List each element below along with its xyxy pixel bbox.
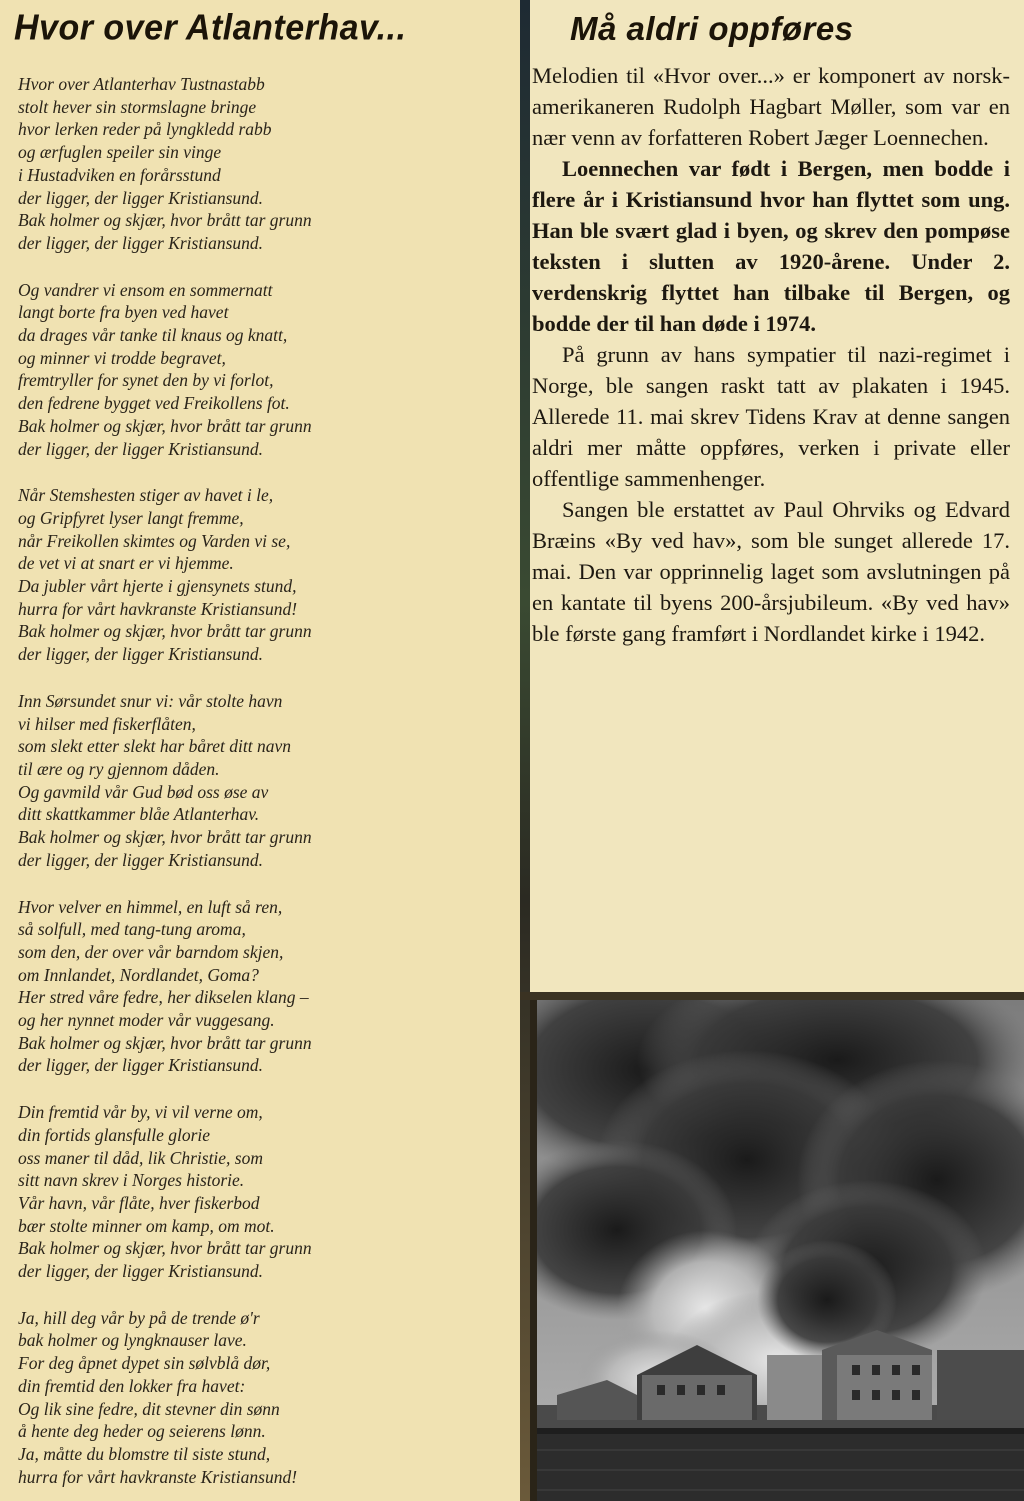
article-paragraph-1: Melodien til «Hvor over...» er komponert av norsk-amerikaneren Rudolph Hagbart Møller, som var en nær venn av forfatteren Robert Jæger Loennechen.: [532, 63, 1010, 150]
poem-verse-line: som den, der over vår barndom skjen,: [18, 941, 284, 962]
article-clipping: [530, 0, 1024, 992]
poem-title: Hvor over Atlanterhav...: [14, 8, 407, 48]
poem-verse-line: hurra for vårt havkranste Kristiansund!: [18, 598, 298, 619]
poem-verse-line: der ligger, der ligger Kristiansund.: [18, 438, 264, 459]
poem-verse-line: og Gripfyret lyser langt fremme,: [18, 507, 244, 528]
page-gutter-lower: [520, 992, 1024, 1000]
poem-verse-line: din fremtid den lokker fra havet:: [18, 1375, 246, 1396]
poem-verse-line: Ja, måtte du blomstre til siste stund,: [18, 1443, 271, 1464]
poem-verse-line: Når Stemshesten stiger av havet i le,: [18, 485, 274, 506]
page-gutter: [520, 0, 530, 1501]
poem-stanza: [18, 1307, 510, 1489]
poem-verse-line: Inn Sørsundet snur vi: vår stolte havn: [18, 690, 283, 711]
harbor-fire-photo: [537, 1000, 1024, 1501]
poem-verse-line: der ligger, der ligger Kristiansund.: [18, 1261, 264, 1282]
harbor-fire-photo-icon: [537, 1000, 1024, 1501]
poem-stanza: [18, 896, 510, 1078]
poem-verse-line: der ligger, der ligger Kristiansund.: [18, 644, 264, 665]
poem-verse-line: i Hustadviken en forårsstund: [18, 164, 221, 185]
poem-verse-line: der ligger, der ligger Kristiansund.: [18, 232, 264, 253]
poem-verse-line: din fortids glansfulle glorie: [18, 1124, 211, 1145]
article-paragraph-4: Sangen ble erstattet av Paul Ohrviks og Edvard Bræins «By ved hav», som ble sunget allerede 17. mai. Den var opprinnelig laget som avslutningen på en kantate til byens 200-årsjubileum. «By ved hav» ble første gang framført i Nordlandet kirke i 1942.: [532, 497, 1010, 646]
poem-verse-line: Bak holmer og skjær, hvor brått tar grunn: [18, 1032, 312, 1053]
poem-verse-line: Bak holmer og skjær, hvor brått tar grunn: [18, 827, 312, 848]
poem-verse-line: oss maner til dåd, lik Christie, som: [18, 1147, 264, 1168]
poem-verse-line: Din fremtid vår by, vi vil verne om,: [18, 1102, 263, 1123]
poem-verse-line: om Innlandet, Nordlandet, Goma?: [18, 964, 259, 985]
poem-verse-line: Her stred våre fedre, her dikselen klang –: [18, 987, 309, 1008]
poem-verse-line: bær stolte minner om kamp, om mot.: [18, 1215, 275, 1236]
poem-verse-line: den fedrene bygget ved Freikollens fot.: [18, 393, 290, 414]
poem-verse-line: og her nynnet moder vår vuggesang.: [18, 1010, 275, 1031]
poem-verse-line: Bak holmer og skjær, hvor brått tar grunn: [18, 1238, 312, 1259]
poem-verse-line: ditt skattkammer blåe Atlanterhav.: [18, 804, 260, 825]
poem-verse-line: og ærfuglen speiler sin vinge: [18, 142, 222, 163]
poem-verse-line: Bak holmer og skjær, hvor brått tar grunn: [18, 210, 312, 231]
poem-verse-line: Og gavmild vår Gud bød oss øse av: [18, 781, 269, 802]
poem-verse-line: og minner vi trodde begravet,: [18, 347, 226, 368]
poem-stanza: [18, 279, 510, 461]
poem-verse-line: Bak holmer og skjær, hvor brått tar grunn: [18, 415, 312, 436]
poem-verse-line: der ligger, der ligger Kristiansund.: [18, 1055, 264, 1076]
poem-verse-line: hvor lerken reder på lyngkledd rabb: [18, 119, 272, 140]
article-paragraph-2: Loennechen var født i Bergen, men bodde i flere år i Kristiansund hvor han flyttet som ung. Han ble svært glad i byen, og skrev den pompøse teksten i slutten av 1920-årene. Under 2. verdenskrig flyttet han tilbake til Bergen, og bodde der til han døde i 1974.: [532, 156, 1010, 336]
poem-verse-line: Og lik sine fedre, dit stevner din sønn: [18, 1398, 280, 1419]
poem-verse-line: Ja, hill deg vår by på de trende ø'r: [18, 1307, 260, 1328]
article-title: Må aldri oppføres: [570, 10, 854, 47]
poem-body: [14, 73, 510, 1488]
poem-verse-line: Hvor over Atlanterhav Tustnastabb: [18, 74, 265, 94]
poem-verse-line: Bak holmer og skjær, hvor brått tar grunn: [18, 621, 312, 642]
poem-verse-line: Og vandrer vi ensom en sommernatt: [18, 279, 273, 300]
poem-verse-line: der ligger, der ligger Kristiansund.: [18, 849, 264, 870]
poem-verse-line: så solfull, med tang-tung aroma,: [18, 919, 246, 940]
poem-stanza: [18, 690, 510, 872]
poem-verse-line: Vår havn, vår flåte, hver fiskerbod: [18, 1192, 260, 1213]
poem-verse-line: til ære og ry gjennom dåden.: [18, 758, 220, 779]
poem-stanza: [18, 484, 510, 666]
poem-verse-line: vi hilser med fiskerflåten,: [18, 713, 196, 734]
poem-verse-line: bak holmer og lyngknauser lave.: [18, 1330, 247, 1351]
poem-verse-line: da drages vår tanke til knaus og knatt,: [18, 325, 288, 346]
poem-verse-line: stolt hever sin stormslagne bringe: [18, 96, 257, 117]
poem-verse-line: langt borte fra byen ved havet: [18, 302, 229, 323]
article-paragraph-3: På grunn av hans sympatier til nazi-regimet i Norge, ble sangen raskt tatt av plakaten i 1945. Allerede 11. mai skrev Tidens Krav at denne sangen aldri mer måtte oppføres, verken i private eller offentlige sammenhenger.: [532, 342, 1010, 491]
poem-verse-line: de vet vi at snart er vi hjemme.: [18, 553, 234, 574]
poem-verse-line: For deg åpnet dypet sin sølvblå dør,: [18, 1353, 271, 1374]
harbor-water: [537, 1434, 1024, 1501]
poem-verse-line: å hente deg heder og seierens lønn.: [18, 1421, 266, 1442]
poem-verse-line: hurra for vårt havkranste Kristiansund!: [18, 1466, 298, 1487]
poem-verse-line: når Freikollen skimtes og Varden vi se,: [18, 530, 291, 551]
article-body: [532, 60, 1010, 649]
poem-verse-line: der ligger, der ligger Kristiansund.: [18, 187, 264, 208]
poem-verse-line: sitt navn skrev i Norges historie.: [18, 1170, 245, 1191]
poem-verse-line: Hvor velver en himmel, en luft så ren,: [18, 896, 283, 917]
poem-stanza: [18, 1101, 510, 1283]
poem-verse-line: Da jubler vårt hjerte i gjensynets stund,: [18, 576, 297, 597]
poem-stanza: [18, 73, 510, 255]
poem-verse-line: som slekt etter slekt har båret ditt navn: [18, 736, 291, 757]
poem-verse-line: fremtryller for synet den by vi forlot,: [18, 370, 274, 391]
